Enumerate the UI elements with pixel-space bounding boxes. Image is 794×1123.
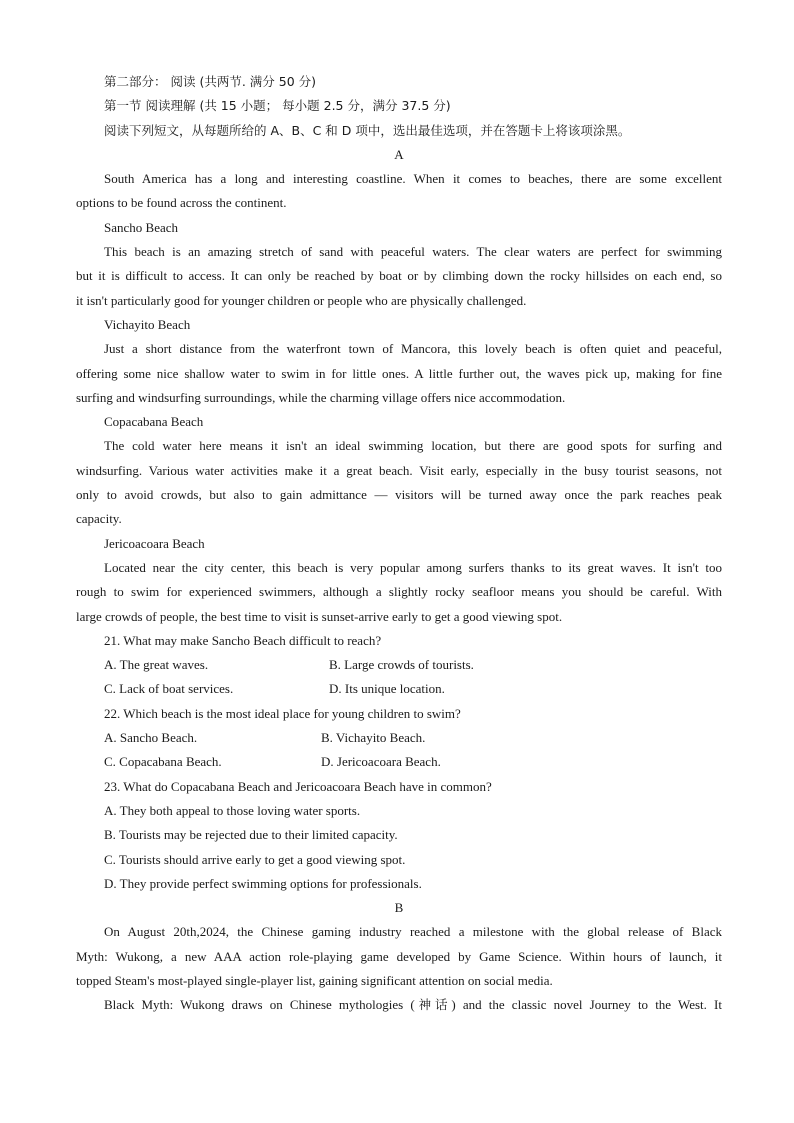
text-segment: ) and the classic novel Journey to the West. It (451, 997, 722, 1013)
option-row (76, 750, 722, 774)
text-line: The cold water here means it isn't an ideal swimming location, but there are good spots for surfing and (104, 438, 722, 454)
beach-name: Sancho Beach (104, 219, 179, 235)
option-a[interactable]: A. They both appeal to those loving water sports. (104, 802, 361, 818)
option-d[interactable]: D. Jericoacoara Beach. (321, 754, 441, 770)
text-line: South America has a long and interesting coastline. When it comes to beaches, there are some excellent (104, 171, 722, 187)
beach-copacabana (76, 410, 722, 531)
beach-vichayito (76, 313, 722, 410)
text-line: Located near the city center, this beach is very popular among surfers thanks to its great waves. It isn't too (104, 559, 722, 575)
question-stem: 22. Which beach is the most ideal place for young children to swim? (104, 705, 461, 721)
instructions: 阅读下列短文，从每题所给的 A、B、C 和 D 项中，选出最佳选项，并在答题卡上将该项涂黑。 (104, 122, 631, 138)
option-c[interactable]: C. Tourists should arrive early to get a good viewing spot. (104, 851, 406, 867)
option-b[interactable]: B. Vichayito Beach. (321, 730, 426, 746)
text-segment: Black Myth: Wukong draws on Chinese mythologies ( (104, 997, 415, 1013)
question-23 (76, 775, 722, 896)
question-22 (76, 702, 722, 775)
beach-name: Copacabana Beach (104, 414, 204, 430)
option-row (76, 726, 722, 750)
beach-name: Jericoacoara Beach (104, 535, 205, 551)
passage-b-para-1 (76, 920, 722, 993)
text-line: Just a short distance from the waterfront town of Mancora, this lovely beach is often quiet and peaceful, (104, 341, 722, 357)
question-stem: 23. What do Copacabana Beach and Jericoacoara Beach have in common? (104, 778, 492, 794)
option-b[interactable]: B. Large crowds of tourists. (329, 657, 474, 673)
passage-b-label: B (394, 900, 404, 916)
option-d[interactable]: D. They provide perfect swimming options for professionals. (104, 875, 422, 891)
text-line: only to avoid crowds, but also to gain admittance — visitors will be turned away once the park reaches peak (76, 487, 722, 503)
option-b[interactable]: B. Tourists may be rejected due to their limited capacity. (104, 827, 398, 843)
option-c[interactable]: C. Lack of boat services. (104, 681, 234, 697)
section-title: 第一节 阅读理解 (共 15 小题； 每小题 2.5 分，满分 37.5 分) (104, 98, 451, 114)
option-row (76, 677, 722, 701)
text-line: windsurfing. Various water activities make it a great beach. Visit early, especially in the busy tourist seasons, not (76, 462, 722, 478)
option-a[interactable]: A. Sancho Beach. (104, 730, 198, 746)
text-line: rough to swim for experienced swimmers, although a slightly rocky seafloor means you should be careful. With (76, 584, 722, 600)
question-stem: 21. What may make Sancho Beach difficult to reach? (104, 632, 382, 648)
chinese-gloss: 神话 (414, 997, 452, 1013)
option-a[interactable]: A. The great waves. (104, 657, 209, 673)
passage-a-label: A (394, 146, 404, 162)
passage-a-intro (76, 167, 722, 216)
text-line: options to be found across the continent. (76, 195, 287, 211)
text-line: This beach is an amazing stretch of sand with peaceful waters. The clear waters are perfect for swimming (104, 244, 722, 260)
question-21 (76, 629, 722, 702)
text-line: it isn't particularly good for younger children or people who are physically challenged. (76, 292, 527, 308)
text-line: but it is difficult to access. It can only be reached by boat or by climbing down the rocky hillsides on each end, so (76, 268, 722, 284)
exam-reading-section (76, 70, 722, 1018)
text-line: capacity. (76, 511, 122, 527)
option-d[interactable]: D. Its unique location. (329, 681, 445, 697)
beach-name: Vichayito Beach (104, 316, 191, 332)
passage-b-para-2 (76, 993, 722, 1017)
text-line: Myth: Wukong, a new AAA action role-playing game developed by Game Science. Within hours of launch, it (76, 948, 722, 964)
option-row (76, 653, 722, 677)
text-line: offering some nice shallow water to swim in for little ones. A little further out, the waves pick up, making for fine (76, 365, 722, 381)
text-line: large crowds of people, the best time to visit is sunset-arrive early to get a good viewing spot. (76, 608, 563, 624)
part-title: 第二部分： 阅读 (共两节. 满分 50 分) (104, 74, 317, 89)
text-line: On August 20th,2024, the Chinese gaming industry reached a milestone with the global release of Black (104, 924, 722, 940)
beach-jericoacoara (76, 532, 722, 629)
option-c[interactable]: C. Copacabana Beach. (104, 754, 222, 770)
beach-sancho (76, 216, 722, 313)
text-line: topped Steam's most-played single-player list, gaining significant attention on social media. (76, 972, 553, 988)
text-line: surfing and windsurfing surroundings, while the charming village offers nice accommodation. (76, 389, 566, 405)
